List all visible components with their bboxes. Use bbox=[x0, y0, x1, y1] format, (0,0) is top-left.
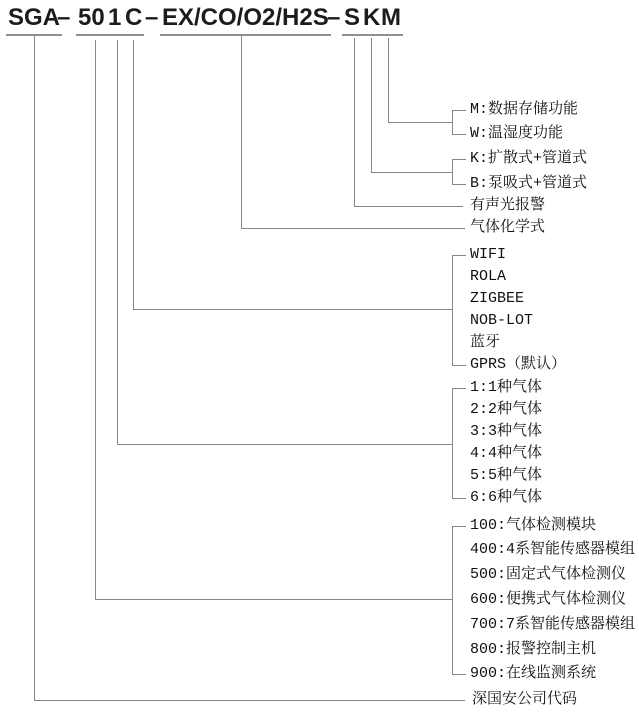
connector-storage-vertical bbox=[388, 38, 389, 122]
label-comm-zigbee: ZIGBEE bbox=[470, 290, 525, 307]
label-gas-count-3: 3:3种气体 bbox=[470, 423, 543, 440]
label-gas-count-5: 5:5种气体 bbox=[470, 467, 543, 484]
label-storage-w: W:温湿度功能 bbox=[470, 125, 564, 142]
title-series-digits: 50 bbox=[76, 6, 107, 36]
title-gas-formulas: EX/CO/O2/H2S bbox=[160, 6, 331, 36]
label-sampling-k: K:扩散式+管道式 bbox=[470, 150, 588, 167]
bracket-gas-count-tick-top bbox=[452, 388, 466, 389]
connector-alarm-horizontal bbox=[354, 206, 463, 207]
label-sampling-b: B:泵吸式+管道式 bbox=[470, 175, 588, 192]
label-series-500: 500:固定式气体检测仪 bbox=[470, 566, 627, 583]
bracket-gas-count bbox=[452, 388, 453, 499]
label-comm-noblot: NOB-LOT bbox=[470, 312, 534, 329]
label-comm-bluetooth: 蓝牙 bbox=[470, 334, 501, 351]
bracket-series-tick-bottom bbox=[452, 674, 466, 675]
connector-gas-formula-horizontal bbox=[241, 228, 465, 229]
label-alarm: 有声光报警 bbox=[470, 197, 546, 214]
bracket-series-tick-top bbox=[452, 526, 466, 527]
label-series-600: 600:便携式气体检测仪 bbox=[470, 591, 627, 608]
label-comm-wifi: WIFI bbox=[470, 246, 507, 263]
title-comm-letter: C bbox=[123, 6, 144, 36]
connector-company-vertical bbox=[34, 36, 35, 700]
title-dash-3: – bbox=[327, 4, 341, 31]
title-alarm-letter: S bbox=[342, 6, 362, 36]
bracket-gas-count-tick-bottom bbox=[452, 498, 466, 499]
bracket-storage-tick-top bbox=[452, 110, 466, 111]
label-gas-count-2: 2:2种气体 bbox=[470, 401, 543, 418]
title-storage-letter: M bbox=[379, 6, 403, 36]
bracket-series bbox=[452, 526, 453, 675]
connector-comm-horizontal bbox=[133, 309, 452, 310]
bracket-sampling bbox=[452, 159, 453, 185]
bracket-sampling-tick-top bbox=[452, 159, 466, 160]
label-series-100: 100:气体检测模块 bbox=[470, 517, 597, 534]
connector-comm-vertical bbox=[133, 40, 134, 309]
label-gas-count-1: 1:1种气体 bbox=[470, 379, 543, 396]
bracket-storage bbox=[452, 110, 453, 135]
title-dash-1: – bbox=[57, 4, 71, 31]
label-storage-m: M:数据存储功能 bbox=[470, 101, 579, 118]
title-sampling-letter: K bbox=[361, 6, 382, 36]
connector-sampling-vertical bbox=[371, 38, 372, 172]
label-series-900: 900:在线监测系统 bbox=[470, 665, 597, 682]
label-series-400: 400:4系智能传感器模组 bbox=[470, 541, 636, 558]
label-comm-gprs: GPRS（默认） bbox=[470, 356, 567, 373]
title-company-code: SGA bbox=[6, 6, 62, 36]
label-gas-count-6: 6:6种气体 bbox=[470, 489, 543, 506]
title-gas-count-digit: 1 bbox=[106, 6, 123, 36]
bracket-comm bbox=[452, 255, 453, 366]
label-company-code: 深国安公司代码 bbox=[472, 691, 578, 708]
label-series-800: 800:报警控制主机 bbox=[470, 641, 597, 658]
label-gas-count-4: 4:4种气体 bbox=[470, 445, 543, 462]
connector-alarm-vertical bbox=[354, 38, 355, 206]
connector-gas-count-vertical bbox=[117, 40, 118, 444]
connector-gas-formula-vertical bbox=[241, 36, 242, 228]
connector-storage-horizontal bbox=[388, 122, 452, 123]
bracket-storage-tick-bottom bbox=[452, 134, 466, 135]
connector-series-horizontal bbox=[95, 599, 452, 600]
bracket-comm-tick-top bbox=[452, 255, 466, 256]
label-gas-formula: 气体化学式 bbox=[470, 219, 546, 236]
connector-sampling-horizontal bbox=[371, 172, 452, 173]
connector-company-horizontal bbox=[34, 700, 465, 701]
connector-series-vertical bbox=[95, 40, 96, 599]
bracket-sampling-tick-bottom bbox=[452, 184, 466, 185]
bracket-comm-tick-bottom bbox=[452, 365, 466, 366]
label-comm-rola: ROLA bbox=[470, 268, 507, 285]
title-dash-2: – bbox=[145, 4, 159, 31]
label-series-700: 700:7系智能传感器模组 bbox=[470, 616, 636, 633]
connector-gas-count-horizontal bbox=[117, 444, 452, 445]
